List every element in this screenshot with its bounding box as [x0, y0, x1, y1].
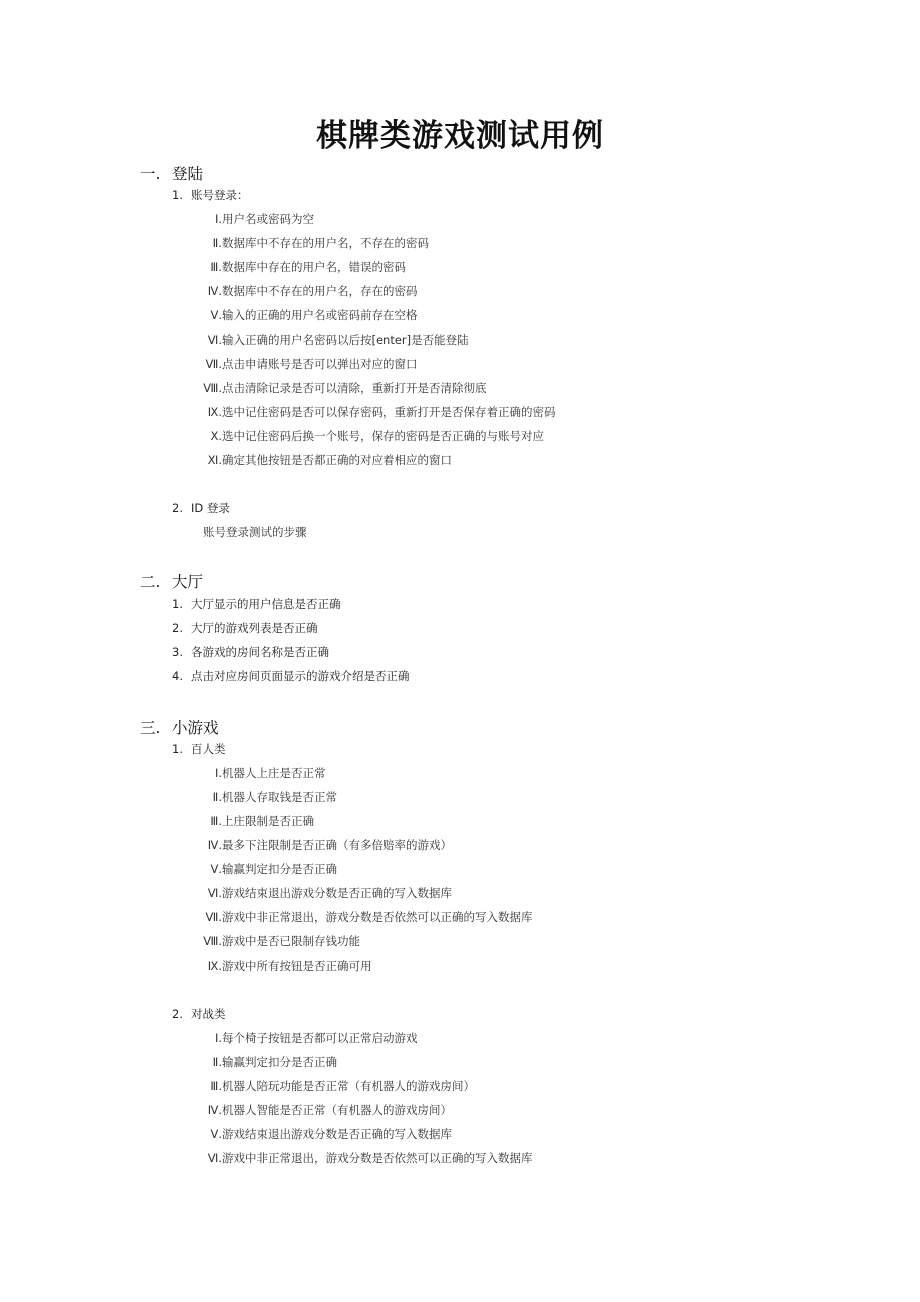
item-text: 游戏结束退出游戏分数是否正确的写入数据库	[222, 1127, 452, 1141]
subsection-heading-id-login	[172, 500, 230, 516]
list-item	[172, 668, 410, 684]
list-item	[172, 644, 329, 660]
section-number: 三.	[140, 719, 161, 737]
item-text: 各游戏的房间名称是否正确	[191, 645, 329, 659]
item-text: 上庄限制是否正确	[222, 814, 314, 828]
list-item	[203, 958, 372, 974]
item-text: 点击申请账号是否可以弹出对应的窗口	[222, 357, 418, 371]
item-number: 3.	[172, 645, 183, 659]
subsection-number: 2.	[172, 1007, 183, 1021]
item-numeral: Ⅶ.	[205, 910, 222, 924]
list-item	[172, 596, 341, 612]
list-item	[203, 259, 406, 275]
item-number: 4.	[172, 669, 183, 683]
subsection-title: ID 登录	[191, 501, 230, 515]
list-item	[203, 1102, 452, 1118]
item-numeral: Ⅰ.	[214, 212, 222, 226]
item-numeral: Ⅴ.	[210, 1127, 222, 1141]
item-numeral: Ⅱ.	[212, 236, 222, 250]
list-item	[203, 909, 533, 925]
item-text: 数据库中不存在的用户名，存在的密码	[222, 284, 418, 298]
list-item	[203, 283, 418, 299]
list-item	[203, 885, 452, 901]
section-heading-mini-games	[140, 716, 219, 738]
item-text: 游戏结束退出游戏分数是否正确的写入数据库	[222, 886, 452, 900]
item-numeral: Ⅱ.	[212, 1055, 222, 1069]
item-numeral: Ⅸ.	[207, 405, 222, 419]
item-numeral: Ⅵ.	[207, 886, 222, 900]
item-text: 最多下注限制是否正确（有多倍赔率的游戏）	[222, 838, 452, 852]
subsection-heading-account-login	[172, 187, 249, 203]
item-numeral: Ⅰ.	[214, 766, 222, 780]
list-item	[203, 1078, 475, 1094]
section-title: 大厅	[172, 573, 204, 591]
item-numeral: Ⅴ.	[210, 308, 222, 322]
item-numeral: Ⅶ.	[205, 357, 222, 371]
list-item	[203, 813, 314, 829]
item-text: 游戏中所有按钮是否正确可用	[222, 959, 372, 973]
list-item	[203, 1150, 533, 1166]
item-numeral: Ⅲ.	[210, 814, 222, 828]
item-numeral: Ⅵ.	[207, 333, 222, 347]
section-heading-login	[140, 162, 203, 184]
item-text: 选中记住密码后换一个账号，保存的密码是否正确的与账号对应	[222, 429, 544, 443]
item-numeral: Ⅳ.	[207, 1103, 222, 1117]
list-item	[203, 789, 337, 805]
item-text: 游戏中非正常退出，游戏分数是否依然可以正确的写入数据库	[222, 910, 533, 924]
item-text: 选中记住密码是否可以保存密码，重新打开是否保存着正确的密码	[222, 405, 556, 419]
item-text: 点击对应房间页面显示的游戏介绍是否正确	[191, 669, 410, 683]
item-text: 游戏中非正常退出，游戏分数是否依然可以正确的写入数据库	[222, 1151, 533, 1165]
item-text: 机器人陪玩功能是否正常（有机器人的游戏房间）	[222, 1079, 475, 1093]
item-numeral: Ⅳ.	[207, 284, 222, 298]
section-heading-lobby	[140, 570, 203, 592]
item-numeral: Ⅲ.	[210, 260, 222, 274]
item-numeral: Ⅺ.	[207, 453, 222, 467]
item-numeral: Ⅲ.	[210, 1079, 222, 1093]
item-text: 每个椅子按钮是否都可以正常启动游戏	[222, 1031, 418, 1045]
item-text: 大厅的游戏列表是否正确	[191, 621, 318, 635]
item-text: 输入的正确的用户名或密码前存在空格	[222, 308, 418, 322]
list-item	[203, 307, 418, 323]
subsection-description: 账号登录测试的步骤	[203, 525, 307, 539]
subsection-number: 2.	[172, 501, 183, 515]
item-numeral: Ⅵ.	[207, 1151, 222, 1165]
list-item	[203, 837, 452, 853]
item-text: 大厅显示的用户信息是否正确	[191, 597, 341, 611]
list-item	[203, 452, 452, 468]
list-item	[203, 1030, 418, 1046]
item-text: 机器人存取钱是否正常	[222, 790, 337, 804]
list-item	[203, 235, 429, 251]
item-text: 输入正确的用户名密码以后按[enter]是否能登陆	[222, 333, 469, 347]
item-text: 点击清除记录是否可以清除，重新打开是否清除彻底	[222, 381, 487, 395]
subsection-title: 账号登录：	[191, 188, 249, 202]
list-item	[203, 211, 314, 227]
list-item	[203, 765, 326, 781]
item-numeral: Ⅸ.	[207, 959, 222, 973]
subsection-title: 对战类	[191, 1007, 226, 1021]
item-text: 输赢判定扣分是否正确	[222, 1055, 337, 1069]
item-text: 数据库中存在的用户名，错误的密码	[222, 260, 406, 274]
item-text: 机器人上庄是否正常	[222, 766, 326, 780]
list-item	[203, 1126, 452, 1142]
item-numeral: Ⅱ.	[212, 790, 222, 804]
list-item	[203, 1054, 337, 1070]
item-text: 输赢判定扣分是否正确	[222, 862, 337, 876]
subsection-title: 百人类	[191, 742, 226, 756]
item-numeral: Ⅴ.	[210, 862, 222, 876]
list-item	[203, 332, 469, 348]
subsection-heading-battle	[172, 1006, 226, 1022]
item-text: 用户名或密码为空	[222, 212, 314, 226]
section-number: 一.	[140, 165, 161, 183]
list-item	[203, 933, 360, 949]
list-item	[203, 356, 418, 372]
list-item	[203, 404, 556, 420]
item-numeral: Ⅷ.	[203, 381, 222, 395]
item-numeral: Ⅹ.	[210, 429, 222, 443]
list-item	[203, 861, 337, 877]
subsection-number: 1.	[172, 742, 183, 756]
item-number: 2.	[172, 621, 183, 635]
section-title: 小游戏	[172, 719, 219, 737]
item-numeral: Ⅳ.	[207, 838, 222, 852]
document-title: 棋牌类游戏测试用例	[316, 118, 604, 154]
item-text: 数据库中不存在的用户名，不存在的密码	[222, 236, 429, 250]
item-number: 1.	[172, 597, 183, 611]
item-text: 游戏中是否已限制存钱功能	[222, 934, 360, 948]
subsection-number: 1.	[172, 188, 183, 202]
list-item	[203, 428, 544, 444]
item-text: 确定其他按钮是否都正确的对应着相应的窗口	[222, 453, 452, 467]
section-number: 二.	[140, 573, 161, 591]
section-title: 登陆	[172, 165, 204, 183]
list-item	[172, 620, 318, 636]
item-text: 机器人智能是否正常（有机器人的游戏房间）	[222, 1103, 452, 1117]
item-numeral: Ⅷ.	[203, 934, 222, 948]
list-item	[203, 380, 487, 396]
item-numeral: Ⅰ.	[214, 1031, 222, 1045]
subsection-heading-hundred-player	[172, 741, 226, 757]
